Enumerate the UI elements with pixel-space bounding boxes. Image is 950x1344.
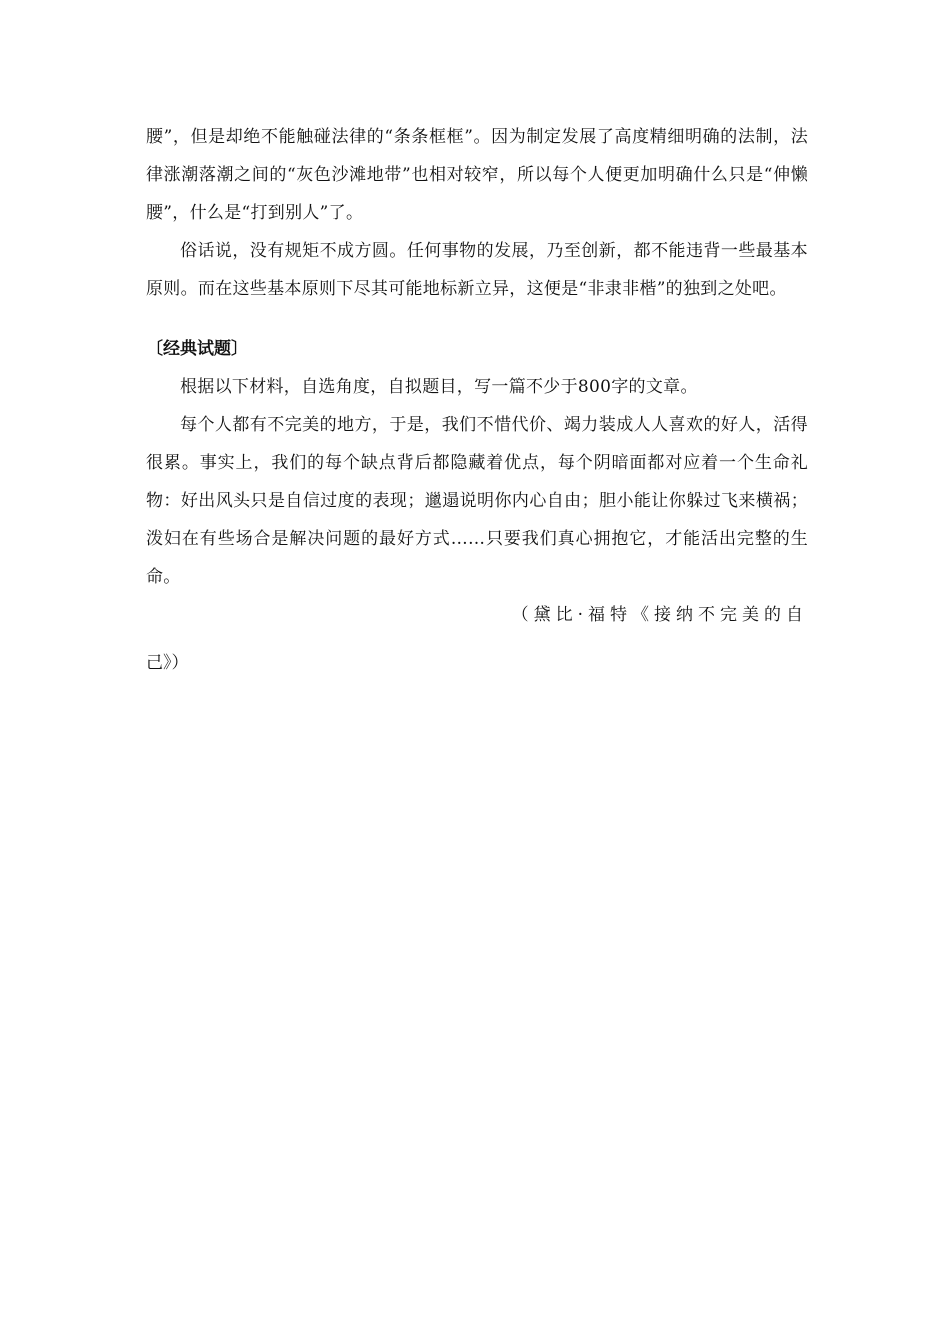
- essay-paragraph-continued: 腰”，但是却绝不能触碰法律的“条条框框”。因为制定发展了高度精细明确的法制，法律涨潮落潮之间的“灰色沙滩地带”也相对较窄，所以每个人便更加明确什么只是“伸懒腰”，什么是“打到别人”了。: [146, 127, 808, 223]
- citation-source: （黛比·福特《接纳不完美的自: [511, 605, 808, 625]
- document-content: [146, 118, 808, 682]
- exam-instruction: 根据以下材料，自选角度，自拟题目，写一篇不少于800字的文章。: [180, 377, 698, 397]
- essay-paragraph-conclusion: 俗话说，没有规矩不成方圆。任何事物的发展，乃至创新，都不能违背一些最基本原则。而在这些基本原则下尽其可能地标新立异，这便是“非隶非楷”的独到之处吧。: [146, 241, 808, 299]
- section-heading: 〔经典试题〕: [146, 339, 248, 359]
- citation-source-continued: 己》）: [146, 653, 189, 673]
- exam-material: 每个人都有不完美的地方，于是，我们不惜代价、竭力装成人人喜欢的好人，活得很累。事实上，我们的每个缺点背后都隐藏着优点，每个阴暗面都对应着一个生命礼物：好出风头只是自信过度的表现；邋遢说明你内心自由；胆小能让你躲过飞来横祸；泼妇在有些场合是解决问题的最好方式……只要我们真心拥抱它，才能活出完整的生命。: [146, 415, 808, 587]
